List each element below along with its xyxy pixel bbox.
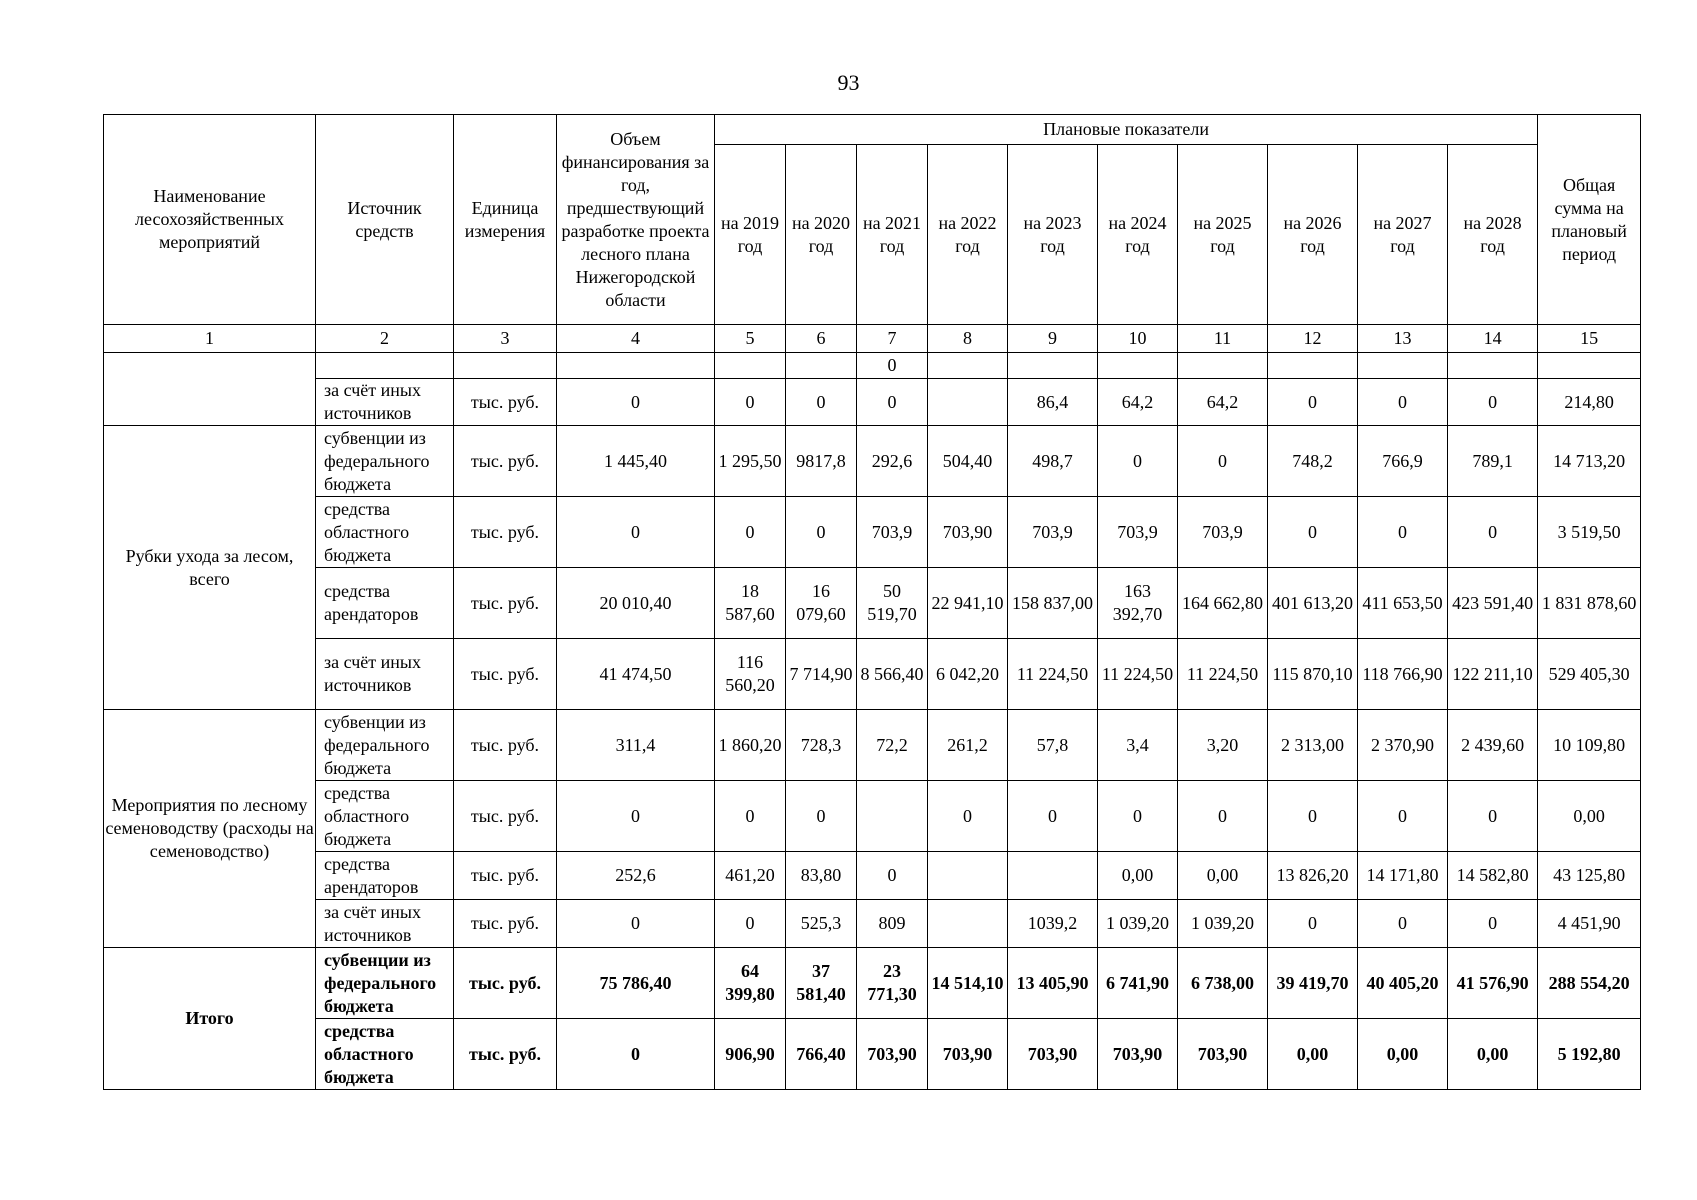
table-cell bbox=[715, 353, 786, 379]
funding-source-cell: средства областного бюджета bbox=[316, 497, 454, 568]
table-row bbox=[104, 900, 1641, 948]
table-cell: 0 bbox=[1448, 781, 1538, 852]
activity-name-continued bbox=[104, 353, 316, 426]
table-cell: 1 039,20 bbox=[1178, 900, 1268, 948]
table-cell: 1 831 878,60 bbox=[1538, 568, 1641, 639]
unit-cell: тыс. руб. bbox=[454, 1019, 557, 1090]
column-number: 14 bbox=[1448, 325, 1538, 353]
table-cell: 288 554,20 bbox=[1538, 948, 1641, 1019]
table-cell: 122 211,10 bbox=[1448, 639, 1538, 710]
table-cell: 83,80 bbox=[786, 852, 857, 900]
table-cell: 0 bbox=[857, 852, 928, 900]
table-cell: 20 010,40 bbox=[557, 568, 715, 639]
column-number: 7 bbox=[857, 325, 928, 353]
table-cell: 525,3 bbox=[786, 900, 857, 948]
table-cell: 703,9 bbox=[1178, 497, 1268, 568]
table-cell: 0 bbox=[928, 781, 1008, 852]
table-cell: 1039,2 bbox=[1008, 900, 1098, 948]
table-cell: 64 399,80 bbox=[715, 948, 786, 1019]
table-cell: 163 392,70 bbox=[1098, 568, 1178, 639]
table-cell: 748,2 bbox=[1268, 426, 1358, 497]
table-cell bbox=[1448, 353, 1538, 379]
table-cell bbox=[1358, 353, 1448, 379]
table-cell: 7 714,90 bbox=[786, 639, 857, 710]
table-cell: 703,9 bbox=[857, 497, 928, 568]
table-cell: 0 bbox=[1268, 781, 1358, 852]
table-cell: 0 bbox=[1358, 781, 1448, 852]
table-cell: 6 741,90 bbox=[1098, 948, 1178, 1019]
table-cell: 2 370,90 bbox=[1358, 710, 1448, 781]
table-cell: 0 bbox=[1178, 781, 1268, 852]
table-cell: 6 738,00 bbox=[1178, 948, 1268, 1019]
table-cell: 0 bbox=[1098, 781, 1178, 852]
table-cell: 16 079,60 bbox=[786, 568, 857, 639]
table-cell: 0 bbox=[1358, 900, 1448, 948]
table-cell bbox=[1008, 353, 1098, 379]
column-number: 11 bbox=[1178, 325, 1268, 353]
table-cell: 0,00 bbox=[1358, 1019, 1448, 1090]
table-cell: 0 bbox=[557, 497, 715, 568]
table-row bbox=[104, 781, 1641, 852]
table-row bbox=[104, 353, 1641, 379]
table-cell: 72,2 bbox=[857, 710, 928, 781]
table-cell: 703,90 bbox=[857, 1019, 928, 1090]
table-cell: 64,2 bbox=[1098, 379, 1178, 426]
funding-source-cell: средства арендаторов bbox=[316, 568, 454, 639]
table-cell: 0 bbox=[1008, 781, 1098, 852]
table-cell: 13 826,20 bbox=[1268, 852, 1358, 900]
header-unit: Единица измерения bbox=[454, 115, 557, 325]
table-cell: 23 771,30 bbox=[857, 948, 928, 1019]
table-cell: 0 bbox=[715, 781, 786, 852]
table-cell: 529 405,30 bbox=[1538, 639, 1641, 710]
table-cell: 0 bbox=[786, 781, 857, 852]
column-number: 3 bbox=[454, 325, 557, 353]
table-row bbox=[104, 379, 1641, 426]
funding-source-cell: за счёт иных источников bbox=[316, 639, 454, 710]
table-cell: 261,2 bbox=[928, 710, 1008, 781]
column-number: 8 bbox=[928, 325, 1008, 353]
table-cell: 0 bbox=[857, 353, 928, 379]
table-cell: 809 bbox=[857, 900, 928, 948]
table-cell: 2 439,60 bbox=[1448, 710, 1538, 781]
table-cell: 0 bbox=[715, 900, 786, 948]
funding-source-cell: средства областного бюджета bbox=[316, 1019, 454, 1090]
page-number: 93 bbox=[837, 70, 860, 95]
table-cell bbox=[1098, 353, 1178, 379]
table-cell: 18 587,60 bbox=[715, 568, 786, 639]
unit-cell: тыс. руб. bbox=[454, 639, 557, 710]
forest-financing-table bbox=[103, 114, 1641, 1090]
table-cell: 0 bbox=[1448, 379, 1538, 426]
header-funding-source: Источник средств bbox=[316, 115, 454, 325]
table-cell: 703,9 bbox=[1098, 497, 1178, 568]
table-cell: 1 860,20 bbox=[715, 710, 786, 781]
table-cell: 14 582,80 bbox=[1448, 852, 1538, 900]
table-cell: 50 519,70 bbox=[857, 568, 928, 639]
table-cell: 0 bbox=[1178, 426, 1268, 497]
table-cell: 43 125,80 bbox=[1538, 852, 1641, 900]
table-cell: 0 bbox=[557, 900, 715, 948]
unit-cell: тыс. руб. bbox=[454, 852, 557, 900]
table-cell: 14 514,10 bbox=[928, 948, 1008, 1019]
header-year-2026: на 2026 год bbox=[1268, 145, 1358, 325]
funding-source-cell: за счёт иных источников bbox=[316, 900, 454, 948]
table-cell: 728,3 bbox=[786, 710, 857, 781]
table-cell: 4 451,90 bbox=[1538, 900, 1641, 948]
unit-cell: тыс. руб. bbox=[454, 948, 557, 1019]
table-cell: 766,9 bbox=[1358, 426, 1448, 497]
funding-source-cell: средства арендаторов bbox=[316, 852, 454, 900]
unit-cell: тыс. руб. bbox=[454, 781, 557, 852]
table-cell: 0 bbox=[1358, 497, 1448, 568]
column-number: 4 bbox=[557, 325, 715, 353]
table-cell: 40 405,20 bbox=[1358, 948, 1448, 1019]
table-cell: 504,40 bbox=[928, 426, 1008, 497]
table-cell: 0 bbox=[557, 781, 715, 852]
unit-cell: тыс. руб. bbox=[454, 426, 557, 497]
total-label: Итого bbox=[104, 948, 316, 1090]
header-total-sum: Общая сумма на плановый период bbox=[1538, 115, 1641, 325]
table-cell: 14 171,80 bbox=[1358, 852, 1448, 900]
table-cell: 0 bbox=[715, 497, 786, 568]
table-cell: 1 445,40 bbox=[557, 426, 715, 497]
table-cell: 0 bbox=[715, 379, 786, 426]
header-year-2022: на 2022 год bbox=[928, 145, 1008, 325]
activity-name-thinning: Рубки ухода за лесом, всего bbox=[104, 426, 316, 710]
table-cell: 498,7 bbox=[1008, 426, 1098, 497]
table-cell: 5 192,80 bbox=[1538, 1019, 1641, 1090]
table-cell: 0,00 bbox=[1268, 1019, 1358, 1090]
table-cell: 116 560,20 bbox=[715, 639, 786, 710]
table-cell: 2 313,00 bbox=[1268, 710, 1358, 781]
table-row bbox=[104, 497, 1641, 568]
table-cell: 214,80 bbox=[1538, 379, 1641, 426]
table-cell: 6 042,20 bbox=[928, 639, 1008, 710]
table-cell: 11 224,50 bbox=[1098, 639, 1178, 710]
table-cell: 64,2 bbox=[1178, 379, 1268, 426]
table-cell: 41 474,50 bbox=[557, 639, 715, 710]
unit-cell: тыс. руб. bbox=[454, 379, 557, 426]
table-cell: 75 786,40 bbox=[557, 948, 715, 1019]
table-cell: 0,00 bbox=[1178, 852, 1268, 900]
table-cell bbox=[857, 781, 928, 852]
table-cell: 766,40 bbox=[786, 1019, 857, 1090]
table-cell: 252,6 bbox=[557, 852, 715, 900]
table-cell: 703,90 bbox=[1008, 1019, 1098, 1090]
table-cell: 3,4 bbox=[1098, 710, 1178, 781]
table-cell: 423 591,40 bbox=[1448, 568, 1538, 639]
table-row bbox=[104, 568, 1641, 639]
funding-source-cell: субвенции из федерального бюджета bbox=[316, 426, 454, 497]
table-cell bbox=[1008, 852, 1098, 900]
funding-source-cell: за счёт иных источников bbox=[316, 379, 454, 426]
table-row bbox=[104, 426, 1641, 497]
column-numbers-row bbox=[104, 325, 1641, 353]
table-cell: 164 662,80 bbox=[1178, 568, 1268, 639]
table-cell bbox=[786, 353, 857, 379]
table-cell: 1 295,50 bbox=[715, 426, 786, 497]
table-row bbox=[104, 639, 1641, 710]
table-cell bbox=[1538, 353, 1641, 379]
table-cell: 8 566,40 bbox=[857, 639, 928, 710]
table-cell: 22 941,10 bbox=[928, 568, 1008, 639]
table-cell: 3,20 bbox=[1178, 710, 1268, 781]
header-year-2019: на 2019 год bbox=[715, 145, 786, 325]
header-row-1 bbox=[104, 115, 1641, 145]
table-cell: 703,90 bbox=[1098, 1019, 1178, 1090]
table-cell bbox=[557, 353, 715, 379]
table-cell: 0 bbox=[557, 379, 715, 426]
table-cell: 1 039,20 bbox=[1098, 900, 1178, 948]
column-number: 6 bbox=[786, 325, 857, 353]
table-cell: 0 bbox=[1358, 379, 1448, 426]
table-cell: 11 224,50 bbox=[1008, 639, 1098, 710]
table-cell: 0 bbox=[557, 1019, 715, 1090]
table-cell: 11 224,50 bbox=[1178, 639, 1268, 710]
header-year-2025: на 2025 год bbox=[1178, 145, 1268, 325]
unit-cell: тыс. руб. bbox=[454, 497, 557, 568]
header-year-2023: на 2023 год bbox=[1008, 145, 1098, 325]
column-number: 9 bbox=[1008, 325, 1098, 353]
table-cell: 292,6 bbox=[857, 426, 928, 497]
table-cell: 703,90 bbox=[928, 1019, 1008, 1090]
table-cell: 0 bbox=[1448, 497, 1538, 568]
header-year-2024: на 2024 год bbox=[1098, 145, 1178, 325]
table-cell: 0,00 bbox=[1098, 852, 1178, 900]
column-number: 13 bbox=[1358, 325, 1448, 353]
table-cell bbox=[928, 852, 1008, 900]
table-cell: 39 419,70 bbox=[1268, 948, 1358, 1019]
table-cell bbox=[454, 353, 557, 379]
header-year-2027: на 2027 год bbox=[1358, 145, 1448, 325]
table-cell: 789,1 bbox=[1448, 426, 1538, 497]
table-cell: 57,8 bbox=[1008, 710, 1098, 781]
header-planned-indicators: Плановые показатели bbox=[715, 115, 1538, 145]
table-cell: 0,00 bbox=[1448, 1019, 1538, 1090]
header-previous-year-volume: Объем финансирования за год, предшествующий разработке проекта лесного плана Нижегородской области bbox=[557, 115, 715, 325]
total-row bbox=[104, 1019, 1641, 1090]
header-year-2020: на 2020 год bbox=[786, 145, 857, 325]
table-cell: 906,90 bbox=[715, 1019, 786, 1090]
table-cell: 0 bbox=[1098, 426, 1178, 497]
header-year-2028: на 2028 год bbox=[1448, 145, 1538, 325]
unit-cell: тыс. руб. bbox=[454, 900, 557, 948]
table-cell: 401 613,20 bbox=[1268, 568, 1358, 639]
table-cell: 41 576,90 bbox=[1448, 948, 1538, 1019]
table-cell: 311,4 bbox=[557, 710, 715, 781]
table-cell bbox=[928, 353, 1008, 379]
table-cell: 3 519,50 bbox=[1538, 497, 1641, 568]
header-year-2021: на 2021 год bbox=[857, 145, 928, 325]
table-cell bbox=[316, 353, 454, 379]
unit-cell: тыс. руб. bbox=[454, 710, 557, 781]
funding-source-cell: субвенции из федерального бюджета bbox=[316, 948, 454, 1019]
table-cell: 158 837,00 bbox=[1008, 568, 1098, 639]
table-cell: 703,90 bbox=[1178, 1019, 1268, 1090]
header-activity-name: Наименование лесохозяйственных мероприятий bbox=[104, 115, 316, 325]
table-cell: 9817,8 bbox=[786, 426, 857, 497]
column-number: 10 bbox=[1098, 325, 1178, 353]
column-number: 15 bbox=[1538, 325, 1641, 353]
table-cell: 461,20 bbox=[715, 852, 786, 900]
table-cell: 411 653,50 bbox=[1358, 568, 1448, 639]
unit-cell: тыс. руб. bbox=[454, 568, 557, 639]
table-cell: 0 bbox=[1268, 379, 1358, 426]
table-cell: 0 bbox=[786, 379, 857, 426]
table-row bbox=[104, 710, 1641, 781]
table-cell: 37 581,40 bbox=[786, 948, 857, 1019]
table-cell: 0 bbox=[1268, 497, 1358, 568]
table-cell bbox=[928, 900, 1008, 948]
table-cell: 14 713,20 bbox=[1538, 426, 1641, 497]
table-cell: 703,90 bbox=[928, 497, 1008, 568]
table-cell: 0 bbox=[1448, 900, 1538, 948]
table-cell: 86,4 bbox=[1008, 379, 1098, 426]
column-number: 1 bbox=[104, 325, 316, 353]
table-cell: 13 405,90 bbox=[1008, 948, 1098, 1019]
table-cell: 0 bbox=[786, 497, 857, 568]
funding-source-cell: субвенции из федерального бюджета bbox=[316, 710, 454, 781]
column-number: 5 bbox=[715, 325, 786, 353]
column-number: 12 bbox=[1268, 325, 1358, 353]
total-row bbox=[104, 948, 1641, 1019]
table-row bbox=[104, 852, 1641, 900]
table-cell: 0,00 bbox=[1538, 781, 1641, 852]
funding-source-cell: средства областного бюджета bbox=[316, 781, 454, 852]
activity-name-seed-growing: Мероприятия по лесному семеноводству (расходы на семеноводство) bbox=[104, 710, 316, 948]
table-cell: 115 870,10 bbox=[1268, 639, 1358, 710]
table-cell: 0 bbox=[1268, 900, 1358, 948]
table-cell: 703,9 bbox=[1008, 497, 1098, 568]
table-cell: 0 bbox=[857, 379, 928, 426]
table-cell bbox=[928, 379, 1008, 426]
table-cell: 118 766,90 bbox=[1358, 639, 1448, 710]
table-cell bbox=[1268, 353, 1358, 379]
column-number: 2 bbox=[316, 325, 454, 353]
table-cell bbox=[1178, 353, 1268, 379]
table-cell: 10 109,80 bbox=[1538, 710, 1641, 781]
